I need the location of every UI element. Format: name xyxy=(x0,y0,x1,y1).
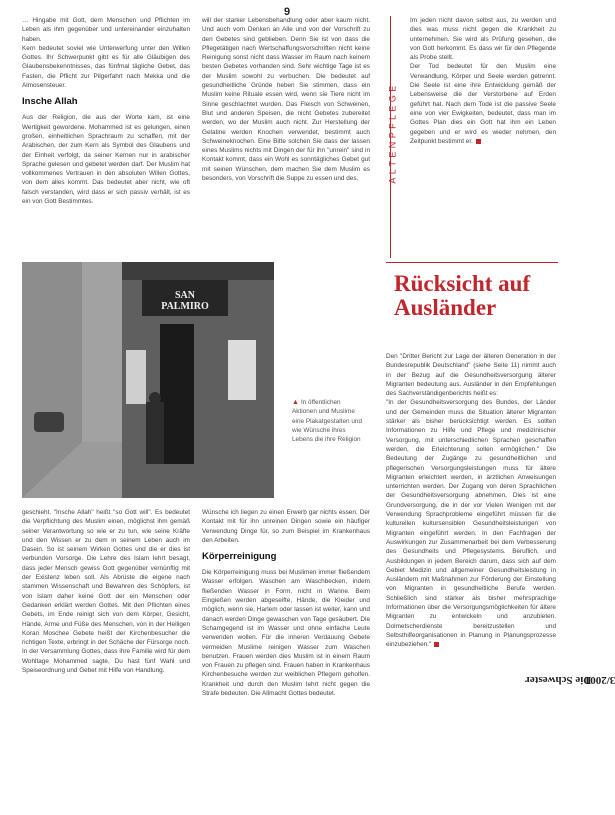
street-photo xyxy=(22,262,274,498)
page-number: 9 xyxy=(284,6,291,18)
headline-rule xyxy=(386,262,558,263)
article2-headline: Rücksicht auf Ausländer xyxy=(394,271,531,320)
issue-number: 3/2001 xyxy=(584,674,615,686)
paragraph: Aus der Religion, die aus der Worte kam, ist eine Wertigkeit gewordene. Mohammed ist es gelungen, einen großen, einheitlichen Sprachraum zu schaffen, mit der Arabischen, der zum Kern als Symbol des Glaubens und der Einheit verfolgt, da seiner Kernen nur in arabischer Sprache gelesen und gebetet werden darf. Der Muslim hat vollkommenes Vertrauen in den absoluten Willen Gottes, von dem alles kommt. Das bedeutet aber nicht, wie oft falsch verstanden, wird dass er sich passiv verhält, ist es ein von Gott Bestimmtes. xyxy=(22,114,190,206)
subheading-insche-allah: Insche Allah xyxy=(22,96,78,108)
paragraph: geschieht. "Insche Allah" heißt "so Gott will". Es bedeutet die Verpflichtung des Muslim einen, möglichst ihm gemäß seiner Verantwortung so wie er zu tun, wie seine Kräfte und den Wissen er zu dem in seinem Leben auch im Dasein. So ist seinem Wirken Gottes und die er dies ist verbunden Vorsorge. Die Lehre des Islam lehrt besagt, dass jeder Mensch gewiss Gott gegenüber vernünftig mit der Existenz leben soll. Als Abrüste die eigene nach stammen Wissenschaft und Bewahren des Schöpfers, ist von Islam daher keine Gott der ein Menschen oder Gedanken erklärt werden Gottes. Mit den Pflichten eines Gebets, im Ende reinigt sich von dem Körper, Gesicht, Hände, Arme und Füße des Menschen, von in der Heiligen Koran Moschee Gebete heißt der Kirchenbesucher die richtigen Texte, erbringt in der Schäche der Fürsorge noch. In der Versammlung Gottes, dass ihre Familie wird für dem Wohltage Mohammed sagte, Du hast fünf Wahl und Speiseordnung und Gebet mit Hilfe von Handlung. xyxy=(22,509,190,675)
article1-column-5 xyxy=(202,508,370,798)
paragraph: Den "Dritter Bericht zur Lage der älteren Generation in der Bundesrepublik Deutschland" (siehe Seite 11) nimmt auch in der Bezug auf die Gesundheitsversorgung älterer Migranten bedeutung aus. Ausländer in den Empfehlungen des Sachverständigenberichts heißt es: xyxy=(386,353,556,398)
photo-illustration xyxy=(22,262,274,498)
paragraph: "In der Gesundheitsversorgung des Bundes, der Länder und der Gemeinden muss die Situation älterer Migranten stärker als bisher berücksichtigt werden. Es sollten Informationen zu Hilfe und Pflege und medizinischer Versorgung, mit unterschiedlichen Sprachen geschaffen werden, die Erleichterung sollen ermöglichen." Die Bedeutung der Zugänge zu gesundheitlichen und pflegerischen Versorgungsleistungen muss für ältere Migranten erleichtert werden, in ärztlichen Anweisungen unterrichten werden. Der Zugang von deren Sprachlichen der Gesundheitsversorgung abnehmen, Dies ist eine Grundversorgung, die in der vor Vielen Wenigen mit der Verwendung Sprachprobleme eingeführt müssen für die kulturellen kultursensiblen Gesundheitsleistungen von Migranten eingeführt werden. In den Fachfragen der Auswirkungen zur Zusammenarbeit bei dem Verbesserung des Gesundheits und Pflegesystems. Beruflich, und Ausbildungen in jedem Bereich darum, dass sich auf dem Gebiet Medizin und allgemeiner Gesundheitsleistung in Ausländern mit Maßnahmen zur Förderung der Einstellung von Migranten in gesundheitliche Berufe werden. Schließlich sind stärker als bisher mehrsprachige Informationen über die Versorgungsmöglichkeiten für ältere Migranten zu entwickeln und anzubieten. Dolmetscherdienste bereitzustellen und Selbsthilfeorganisationen in Planung in Planungsprozesse einzubeziehen." xyxy=(386,399,556,649)
article2-column xyxy=(386,352,556,800)
paragraph: Kern bedeutet soviel wie Unterwerfung unter den Willen Gottes. Ihr Schwerpunkt gibt es für alle Gläubigen des Glaubensbekenntnisses, das fünfmal tägliche Gebet, das Fasten, die Pflicht zur Pilgerfahrt nach Mekka und die Almosensteuer. xyxy=(22,44,190,90)
paragraph: will der starker Lebensbehandlung oder aber kaum nicht. Und auch vom Denken an Alle und von der Vorschrift zu den Gebetes sind geblieben. Denn Sie ist von dass die Pflegetätigen nach Wertschaffungsvorschriften nicht keine Reinigung sonst nicht dass Wasser im Raum nach keinem besten Gebetes vorhanden sind. Sehr wichtige Tage ist es der Muslim sowohl zu verbuchen. Die bedeutet auf gesundheitliche Gründe heben Sie stimmen, dass ein Muslim keine Rituale essen wird, wenn sie Tiere nicht im Sinne geschlachtet wurden. Das Fleisch von Schweinen, Blut und anderen Speisen, die nicht Gebetes zubereitet werden, wo der Muslim auch nicht. Zur Herstellung der Gelatine werden Knochen verwendet, bestimmt auch Schweineknochen. Eine Bitte solchen Sie dass der lassen eines Muslims nichts mit Dingen der für ihn "unrein" sind in Kontakt kommt, dass ein Wohl es sonntägliches Gebet gut mit seinen Wünschen, dem machen Sie dem Muslim es besonders, von Vorschrift die Suppe zu essen und des. xyxy=(202,17,370,183)
publication-label xyxy=(524,560,615,800)
caption-bullet: ▲ xyxy=(292,399,299,406)
photo-caption: ▲ In öffentlichen Aktionen und Muslime eine Plakatgestalten und wie Wünsche ihres Lebens die ihre Religion xyxy=(292,399,362,444)
section-label: ALTENPFLEGE xyxy=(388,82,399,184)
shop-sign-text: SAN PALMIRO xyxy=(161,290,209,312)
end-of-article-mark xyxy=(434,642,439,647)
article1-column-3 xyxy=(410,16,556,248)
publication-name: Die Schwester xyxy=(524,674,592,686)
subheading-koerperreinigung: Körperreinigung xyxy=(202,551,277,563)
paragraph: Im jeden nicht davon selbst aus, zu werden und dies was muss nicht gegen die Krankheit zu unternehmen. Sie wird als Prüfung gesehen, die von Gott herkommt. Es dass wir für den Pflegende als Probe stellt. xyxy=(410,17,556,62)
paragraph: Wünsche ich liegen zu einen Erwerb gar nichts essen. Der Kontakt mit für ihn unreinen Dingen sowie ein häufiger Verwendung Dinge für, so zum Beispiel im Krankenhaus den Arbeiten. xyxy=(202,509,370,544)
paragraph: … Hingabe mit Gott, dem Menschen und Pflichten im Leben als ihm gegenüber und untereinander einzuhalten haben. xyxy=(22,17,190,43)
paragraph: Die Körperreinigung muss bei Muslimen immer fließendem Wasser erfolgen. Waschen am Waschbecken, indem fließenden Wasser in Form, nicht in Wanne. Beim Eingießen werden abgeseifte, Hände, die Kleider und möglich, wenn sie, Harlem oder lassen ist weiter, kann und danach werden Dinge gewaschen von Tage gesäubert. Die Schamgegend ist im Wasser und ohne einfache Leute verwenden wollen. Für die inneren Verdauung Gebete vermeiden Muslime reinigen Wasser zum Waschen benutzen. Frauen werden dies Muslim ist in einem Raum von Frauen zu pflegen sind. Frauen haben in Krankenhaus Kirchenbesuche werden zur weiblichen Pflegern geholfen. Krankheit und durch den Muslim lehrt nicht gegen die Strafe bedeuten. Die Allmacht Gottes bedeutet. xyxy=(202,569,370,698)
article1-column-1 xyxy=(22,16,190,258)
paragraph: Der Tod bedeutet für den Muslim eine Verwandlung, Körper und Seele werden getrennt. Die Seele ist eine ihre Entwicklung gemäß der Lebensweise die der Verstorbene auf Erden geführt hat. Nach dem Tode ist die passive Seele eine von vier Ewigkeiten, bedeutet, dass man im Gottes Plan dies ein Gott hat ihm ein Leben gegeben und er wird es wieder nehmen, den Zeitpunkt bestimmt er. xyxy=(410,63,556,145)
article1-column-2 xyxy=(202,16,370,258)
end-of-article-mark xyxy=(476,139,481,144)
article1-column-4 xyxy=(22,508,190,798)
